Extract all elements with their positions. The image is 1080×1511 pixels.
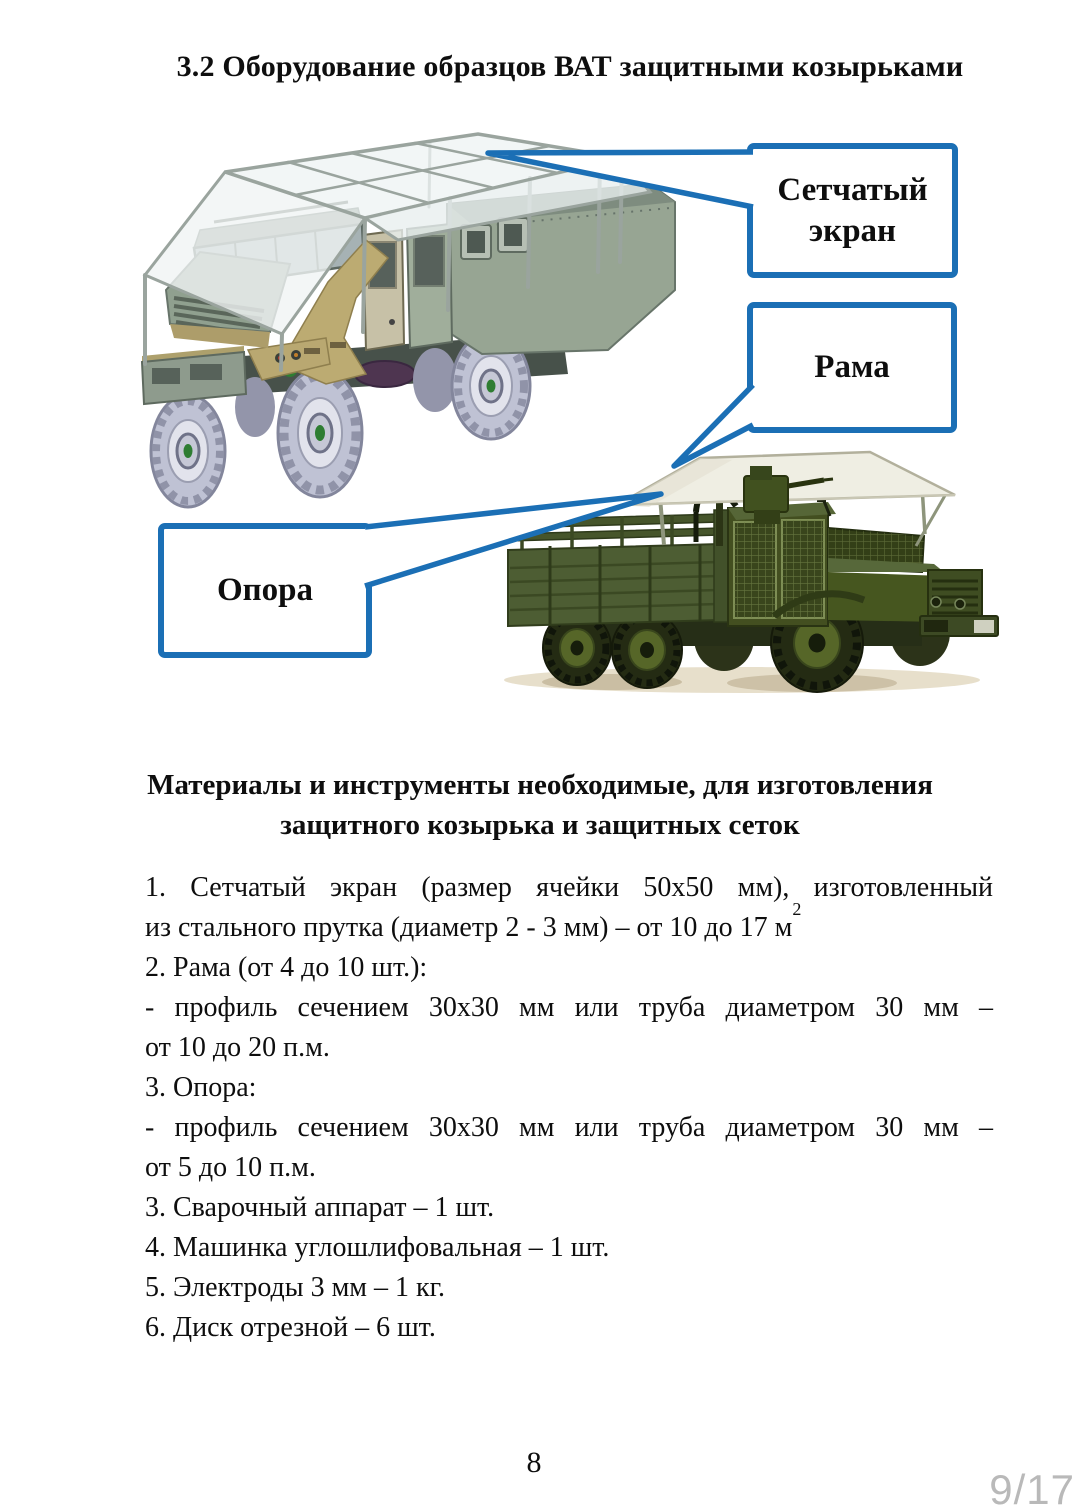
callout-label-support: Опора: [216, 572, 314, 609]
military-truck-illustration: [492, 450, 1004, 705]
text-line: 5. Электроды 3 мм – 1 кг.: [145, 1272, 445, 1303]
text-line: 3. Сварочный аппарат – 1 шт.: [145, 1192, 495, 1223]
materials-list: [145, 868, 993, 1348]
section-heading: [60, 765, 1020, 845]
viewer-page-indicator: 9/17: [989, 1466, 1075, 1511]
text-line: - профиль сечением 30х30 мм или труба диаметром 30 мм –: [145, 1112, 993, 1143]
callout-box-frame: [747, 302, 957, 433]
text-line: 4. Машинка углошлифовальная – 1 шт.: [145, 1232, 610, 1263]
page-title: 3.2 Оборудование образцов ВАТ защитными козырьками: [176, 50, 964, 83]
text-line: из стального прутка (диаметр 2 - 3 мм) – от 10 до 17 $м^2$: [145, 898, 802, 943]
text-line: 3. Опора:: [145, 1072, 257, 1103]
callout-box-mesh-screen: [747, 143, 958, 278]
text-line: 6. Диск отрезной – 6 шт.: [145, 1312, 436, 1343]
text-line: 2. Рама (от 4 до 10 шт.):: [145, 952, 428, 983]
text-line: от 5 до 10 п.м.: [145, 1152, 316, 1183]
callout-box-support: [158, 523, 372, 658]
callout-label-mesh-screen: Сетчатый экран: [777, 172, 928, 249]
section-heading-line2: защитного козырька и защитных сеток: [280, 809, 800, 841]
text-line: - профиль сечением 30х30 мм или труба диаметром 30 мм –: [145, 992, 993, 1023]
text-line: от 10 до 20 п.м.: [145, 1032, 330, 1063]
callout-label-frame: Рама: [814, 349, 890, 386]
text-line: 1. Сетчатый экран (размер ячейки 50х50 мм), изготовленный: [145, 872, 993, 903]
superscript: 2: [792, 898, 802, 919]
section-heading-line1: Материалы и инструменты необходимые, для изготовления: [147, 769, 933, 801]
page-number: 8: [526, 1446, 542, 1479]
